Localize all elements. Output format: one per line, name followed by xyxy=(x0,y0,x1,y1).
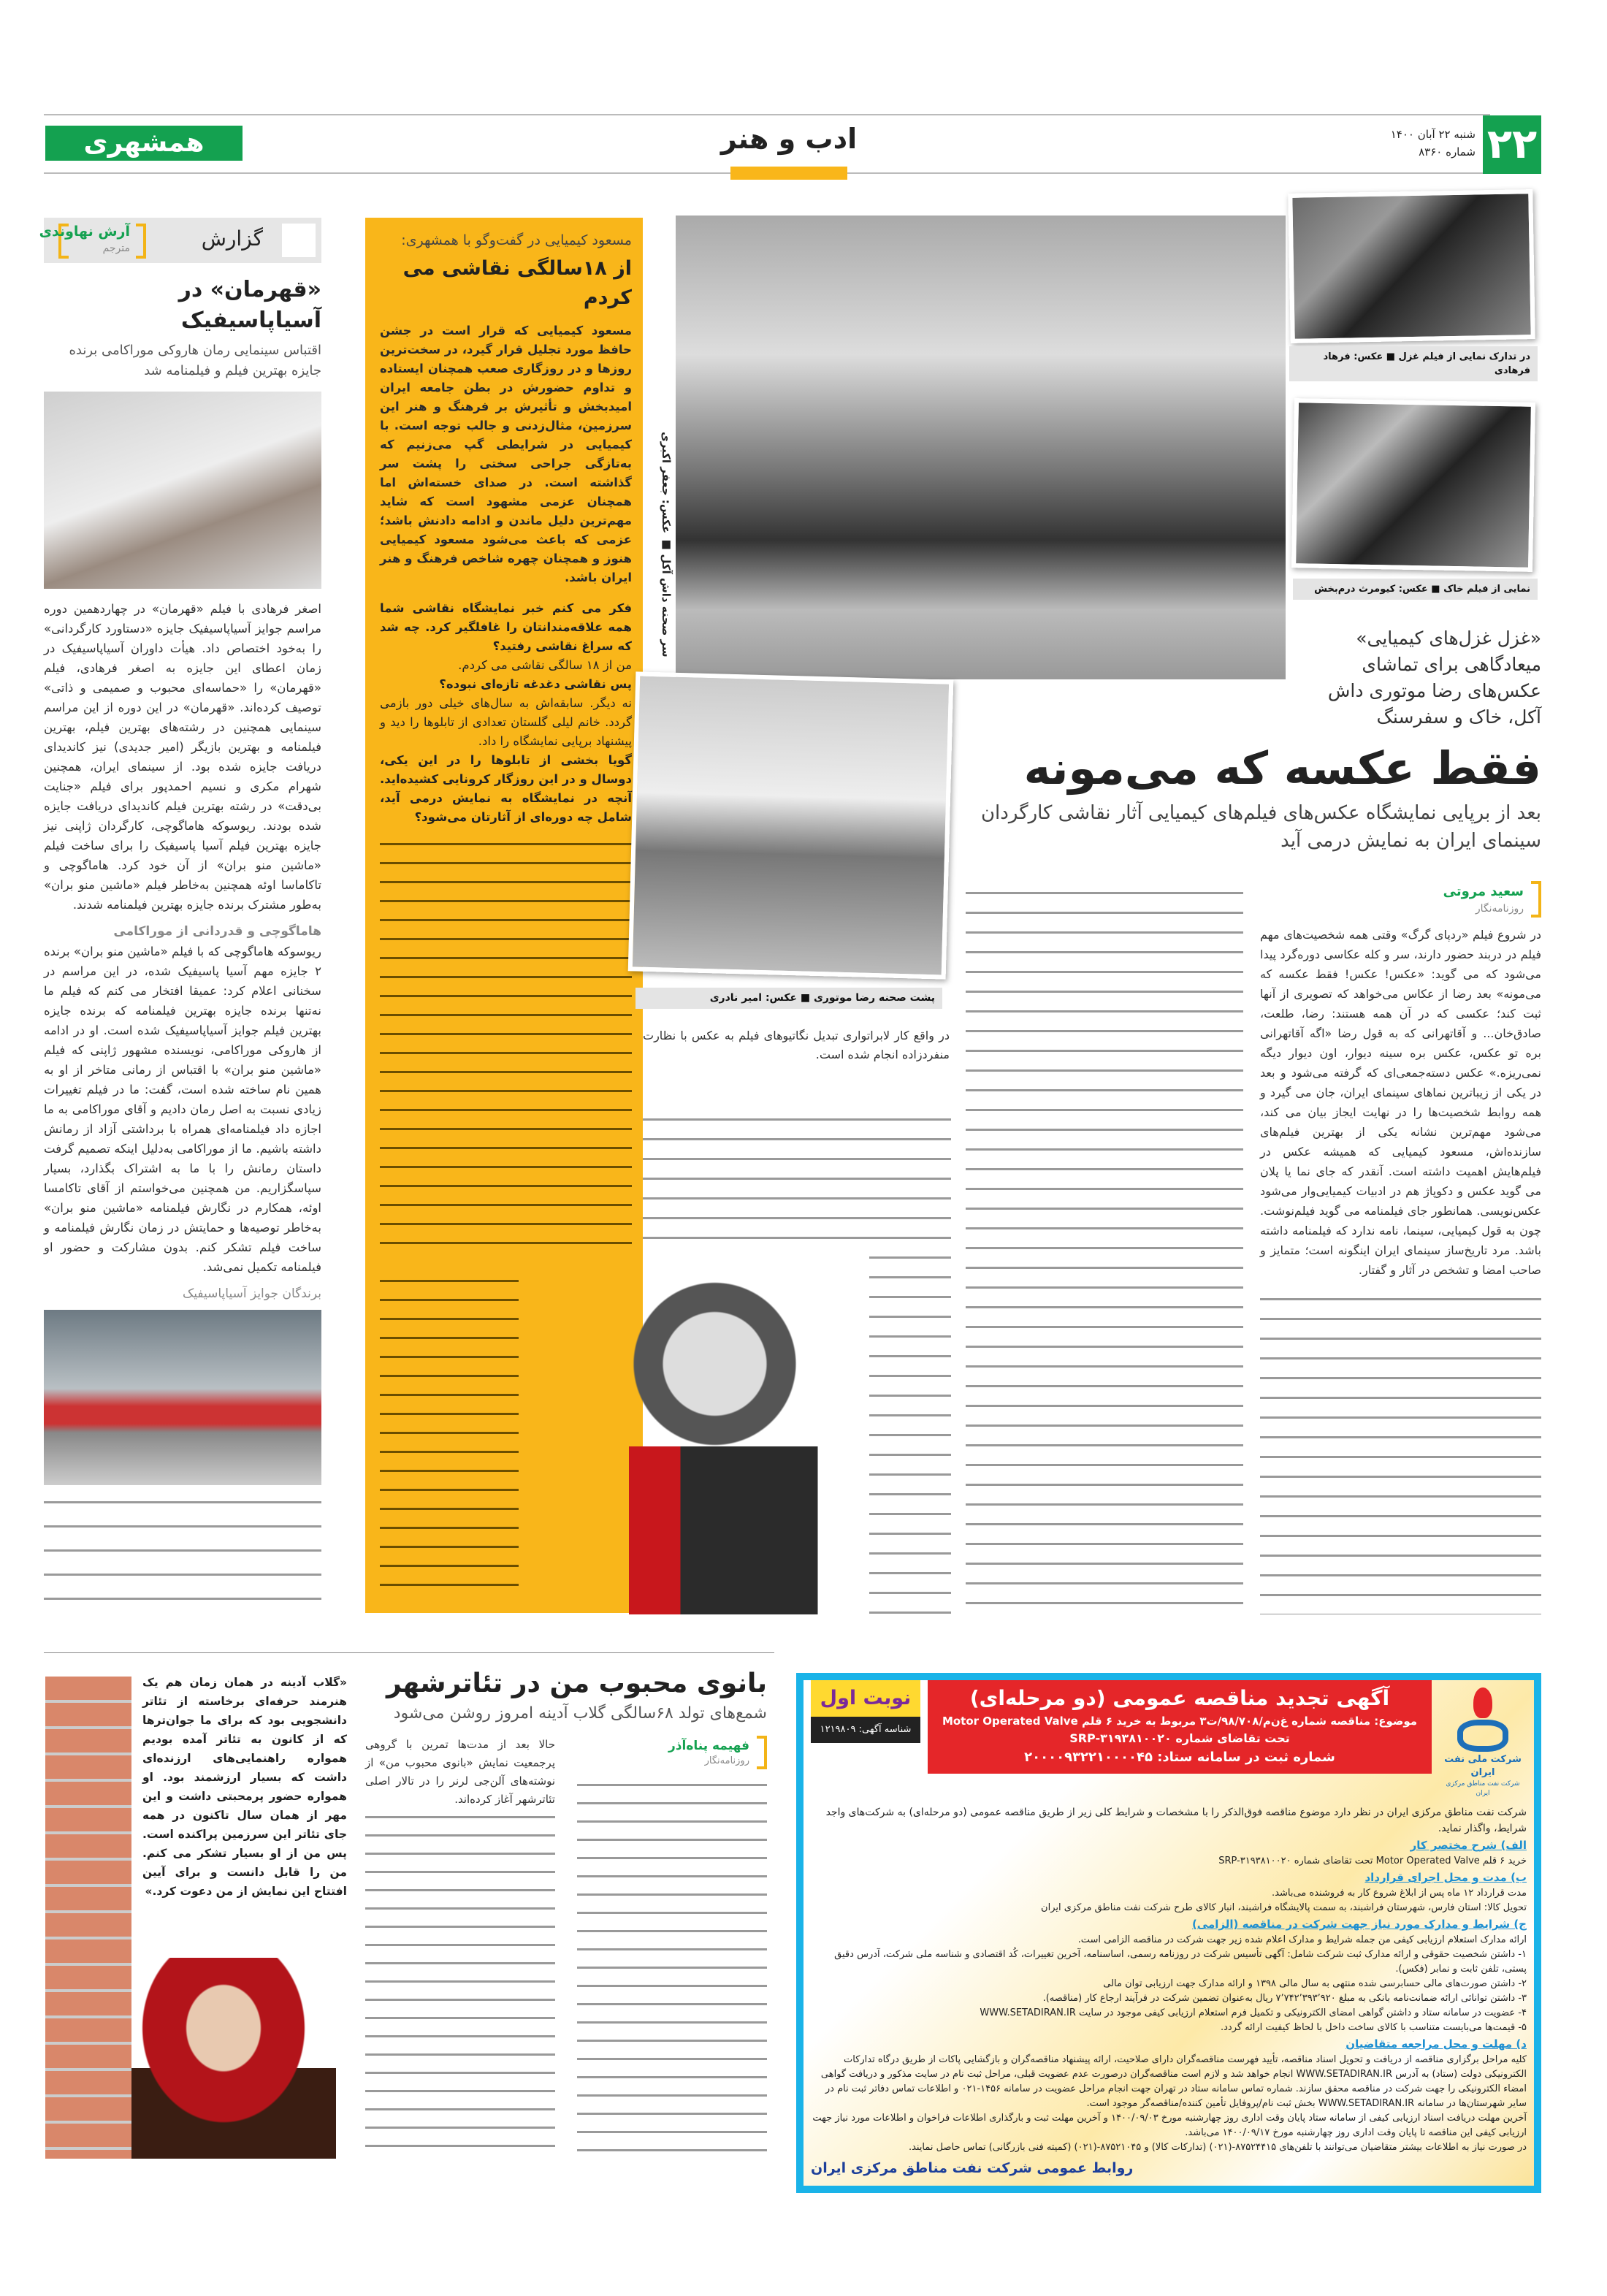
section-title: ادب و هنر xyxy=(720,123,858,155)
report-header-box xyxy=(282,224,316,257)
author-bracket xyxy=(136,224,146,259)
issue-date: شنبه ۲۲ آبان ۱۴۰۰ xyxy=(1390,128,1476,141)
ad-section-heading: الف) شرح مختصر کار xyxy=(1410,1839,1527,1852)
ad-section xyxy=(811,1837,1527,2155)
report-author: آرش نهاوندی xyxy=(39,224,130,240)
big-photo-caption: سر صحنه داش آکل ■ عکس: جعفر اکبری xyxy=(660,432,673,657)
main-body-column-2 xyxy=(966,884,1243,1614)
issue-number: شماره ۸۳۶۰ xyxy=(1419,145,1476,159)
ad-title: آگهی تجدید مناقصه عمومی (دو مرحله‌ای) xyxy=(969,1686,1390,1710)
flame-icon xyxy=(1473,1687,1492,1718)
ad-section-heading: ب) مدت و محل اجرای قرارداد xyxy=(1364,1871,1527,1884)
section-divider xyxy=(44,1652,774,1653)
ad-subject: موضوع: مناقصه شماره غ‌ن‌م/۹۸/۷۰۸/ت۳ مربوط به خرید ۶ قلم Motor Operated Valve xyxy=(942,1715,1418,1728)
ad-line: تحویل کالا: استان فارس، شهرستان فراشبند، به سمت پالایشگاه فراشبند، انبار کالای طرح شرکت نفت مناطق مرکزی ایران xyxy=(1041,1902,1527,1913)
ad-section-heading: ج) شرایط و مدارک مورد نیاز جهت شرکت در مناقصه (الزامی) xyxy=(1191,1918,1527,1931)
ad-inner xyxy=(804,1680,1534,2186)
golab-adineh-photo xyxy=(131,1958,336,2159)
brick-wall-photo xyxy=(45,1677,131,2159)
theater-columns xyxy=(365,1736,767,2162)
report-title: «قهرمان» در آسیاپاسیفیک xyxy=(178,277,321,333)
theater-body: حالا بعد از مدت‌ها تمرین با گروهی پرجمعیت نمایش «بانوی محبوب من» از نوشته‌های آلن‌جی لرنر را در تالار اصلی تئاترشهر آغاز کرده‌اند. xyxy=(365,1738,555,1806)
kimiyai-portrait xyxy=(526,1256,869,1614)
ad-line: ۴- عضویت در سامانه ستاد و داشتن گواهی امضای الکترونیکی و تکمیل فرم استعلام ارزیابی کیفی موجود در سایت WWW.SETADIRAN.IR xyxy=(980,2007,1527,2018)
question: پس نقاشی دغدغه تازه‌ای نبوده؟ xyxy=(439,677,632,691)
khak-photo-caption: نمایی از فیلم خاک ■ عکس: کیومرث درم‌بخش xyxy=(1293,579,1538,600)
theater-author-role: روزنامه‌نگار xyxy=(704,1755,749,1766)
khak-photo xyxy=(1291,398,1535,572)
ad-line: ۱- داشتن شخصیت حقوقی و ارائه مدارک ثبت شرکت شامل: آگهی تأسیس شرکت در روزنامه رسمی، اساسنامه، آخرین تغییرات، کُد اقتصادی و شناسه ملی شرکت، آدرس دقیق پستی، تلفن ثابت و نمابر (فکس). xyxy=(834,1949,1527,1975)
photo-note: در واقع کار لابراتواری تبدیل نگاتیوهای فیلم به عکس با نظارت منفردزاده انجام شده است. xyxy=(643,1029,950,1061)
author-bracket xyxy=(757,1736,767,1769)
theater-byline xyxy=(577,1736,767,1769)
theater-quote: «گلاب آدینه در همان زمان هم یک هنرمند حرفه‌ای برخاسته از تئاتر دانشجویی بود که برای ما جوان‌ترها که از کانون به تئاتر آمده بودیم همواره راهنمایی‌های ارزنده‌ای داشت که بسیار ارزشمند بود. او همواره حضور پرمحبتی داشت و این مهر از همان سال تاکنون در همه جای تئاتر این سرزمین پراکنده است. پس من از او بسیار تشکر می کنم. من را قابل دانست و برای آیین افتتاح این نمایش از من دعوت کرد.» xyxy=(142,1676,347,1898)
theater-title: بانوی محبوب من در تئاترشهر xyxy=(386,1668,767,1698)
report-body-2: ریوسوکه هاماگوچی که با فیلم «ماشین منو بران» برنده ۲ جایزه مهم آسیا پاسیفیک شده، در این مراسم در سخنانی اعلام کرد: عمیقا افتخار می کنم که فیلم ما نه‌تنها برنده جایزه بهترین فیلمنامه که برنده جایزه بهترین فیلم جوایز آسیاپاسیفیک شده است. او در ادامه از هاروکی موراکامی، نویسنده مشهور ژاپنی که فیلم «ماشین منو بران» با اقتباس از رمانی متاخر از او به همین نام ساخته شده است، گفت: ما در فیلم تغییرات زیادی نسبت به اصل رمان دادیم و آقای موراکامی به ما اجازه داد فیلمنامه‌ای همراه با برداشتی آزاد از رمانش داشته باشیم. ما از موراکامی به‌دلیل اینکه تصمیم گرفت داستان رمانش را با ما به اشتراک بگذارد، بسیار سپاسگزاریم. من همچنین می‌خواستم از آقای تاکامسا اوئه، همکارم در نگارش فیلمنامه «ماشین منو بران» به‌خاطر توصیه‌ها و حمایتش در زمان نگارش فیلمنامه و ساخت فیلم تشکر کنم. بدون مشارکت و حضور او فیلمنامه تکمیل نمی‌شد. xyxy=(44,945,321,1274)
award-winners-photo xyxy=(44,1310,321,1485)
ad-line: در صورت نیاز به اطلاعات بیشتر متقاضیان می‌توانند با تلفن‌های ۸۷۵۲۴۴۱۵-(۰۲۱) (تدارکات کالا) و ۸۷۵۲۱۰۴۵-(۰۲۱) (کمیته فنی بازرگانی) تماس حاصل نمایند. xyxy=(908,2142,1527,2153)
ad-line: کلیه مراحل برگزاری مناقصه از دریافت و تحویل اسناد مناقصه، تأیید فهرست مناقصه‌گران دارای صلاحیت، ارائه پیشنهاد مناقصه‌گران و بازگشایی پاکات از طریق درگاه تدارکات الکترونیکی دولت (ستاد) به آدرس WWW.SETADIRAN.IR انجام خواهد شد و لازم است مناقصه‌گران درصورت عدم عضویت قبلی، مراحل ثبت نام در سایت مذکور و دریافت گواهی امضاء الکترونیکی را جهت شرکت در مناقصه محقق سازند. شماره تماس سامانه ستاد در تهران جهت انجام مراحل عضویت در سامانه ۱۴۵۶-۰۲۱ و اطلاعات تماس دفاتر ثبت نام در سایر شهرستان‌ها در سامانه WWW.SETADIRAN.IR بخش ثبت نام/پروفایل تأمین کننده/مناقصه‌گر موجود است. xyxy=(820,2054,1527,2109)
ad-badge: نوبت اول xyxy=(811,1680,920,1717)
interview-intro: مسعود کیمیایی که قرار است در جشن حافظ مورد تجلیل قرار گیرد، در سخت‌ترین روزها و در روزگاری صعب همچنان ایستاده و تداوم حضورش در بطن جامعه ایران امیدبخش و تأثیرش بر فرهنگ و هنر این سرزمین، مثال‌زدنی و جالب توجه است. با کیمیایی در شرایطی گپ می‌زنیم که به‌تازگی جراحی سختی را پشت سر گذاشته است. در صدای خسته‌اش اما همچنان عزمی مشهود است که شاید مهم‌ترین دلیل ماندن و ادامه دادنش باشد؛ عزمی که باعث می‌شود مسعود کیمیایی هنوز و همچنان چهره شاخص فرهنگ و هنر ایران باشد. xyxy=(380,324,632,584)
main-body-column-3 xyxy=(869,1110,951,1614)
newspaper-logo: همشهری xyxy=(45,126,243,161)
nioc-logo-text: شرکت ملی نفت ایران xyxy=(1444,1754,1522,1778)
dash-akol-set-photo xyxy=(676,216,1286,679)
main-body: در شروع فیلم «ردپای گرگ» وقتی همه شخصیت‌های مهم فیلم در دربند حضور دارند، سر و کله عکاسی دوره‌گرد پیدا می‌شود که می گوید: «عکس! عکس! فقط عکسه که می‌مونه» بعد رضا از عکاس می‌خواهد که تصویری از آنها ثبت کند؛ عکسی که در آن همه هستند: رضا، طلعت، صادق‌خان... و آقاتهرانی که به قول رضا «اگه آقاتهرانی بره تو عکس، عکس بره سینه دیوار، اون دیوار دیگه نمی‌ریزه.» عکس دسته‌جمعی‌ای که گرفته می‌شود و بعد در یکی از زیباترین نماهای سینمای ایران، جان می گیرد و همه روابط شخصیت‌ها را در نهایت ایجاز بیان می کند، می‌شود مهم‌ترین نشانه یکی از بهترین فیلم‌های سازنده‌اش، مسعود کیمیایی که همیشه عکس در فیلم‌هایش اهمیت داشته است. آنقدر که جای نما یا پلان می گوید عکس و دکوپاژ هم در ادبیات کیمیایی‌وار می‌شود عکس‌نویسی. همانطور جای فیلمنامه می گوید فیلم‌نوشت. چون به قول کیمیایی، سینما، نامه ندارد که فیلمنامه داشته باشد. مرد تاریخ‌ساز سینمای ایران اینگونه است؛ متمایز و صاحب امضا و تشخص در آثار و گفتار. xyxy=(1260,928,1541,1277)
ad-line: ارائه مدارک استعلام ارزیابی کیفی من جمله شرایط و مدارک اعلام شده زیر جهت شرکت در مناقصه الزامی است. xyxy=(1077,1934,1527,1945)
theater-body-col2 xyxy=(577,1777,767,2162)
main-author: سعید مروتی xyxy=(1443,884,1524,899)
report-author-role: مترجم xyxy=(102,243,130,254)
ad-line: آخرین مهلت دریافت اسناد ارزیابی کیفی از سامانه ستاد پایان وقت اداری روز چهارشنبه مورخ ۱۴۰۰/۰۹/۰۳ و آخرین مهلت ثبت و بارگذاری اطلاعات فراخوان و اطلاعات مورد نیاز جهت ارزیابی کیفی این مناقصه تا پایان وقت اداری روز چهارشنبه مورخ ۱۴۰۰/۰۹/۱۷ می‌باشد. xyxy=(812,2113,1527,2138)
nioc-logo-subtext: شرکت نفت مناطق مرکزی ایران xyxy=(1446,1780,1520,1797)
interview-title: از ۱۸سالگی نقاشی می کردم xyxy=(402,257,632,309)
report-body-3 xyxy=(44,1492,321,1614)
interview-kicker: مسعود کیمیایی در گفت‌وگو با همشهری: xyxy=(401,232,632,248)
ad-intro: شرکت نفت مناطق مرکزی ایران در نظر دارد موضوع مناقصه فوق‌الذکر را با مشخصات و شرایط کلی زیر از طریق مناقصه عمومی (دو مرحله‌ای) به شرکت‌های واجد شرایط، واگذار نماید. xyxy=(825,1807,1527,1834)
ad-line: مدت قرارداد ۱۲ ماه پس از ابلاغ شروع کار به فروشنده می‌باشد. xyxy=(1272,1888,1527,1899)
issue-info xyxy=(1359,126,1476,161)
nioc-emblem-icon xyxy=(1457,1720,1508,1752)
header-top-rule xyxy=(44,114,1490,115)
theater-subtitle: شمع‌های تولد ۶۸سالگی گلاب آدینه امروز روشن می‌شود xyxy=(393,1704,767,1723)
report-header xyxy=(39,218,321,263)
answer: من از ۱۸ سالگی نقاشی می کردم. xyxy=(458,658,632,672)
main-headline: فقط عکسه که می‌مونه xyxy=(1023,741,1541,795)
ad-line: ۲- داشتن صورت‌های مالی حسابرسی شده منتهی به سال مالی ۱۳۹۸ و ارائه مدارک جهت ارزیابی توان مالی xyxy=(1103,1978,1527,1989)
main-author-role: روزنامه‌نگار xyxy=(1475,903,1524,915)
main-byline xyxy=(1260,881,1541,918)
ad-header xyxy=(928,1680,1432,1774)
ad-footer: روابط عمومی شرکت نفت مناطق مرکزی ایران xyxy=(811,2160,1134,2176)
report-subhead-1: هاماگوچی و قدردانی از موراکامی xyxy=(113,924,321,939)
section-accent-bar xyxy=(730,167,847,180)
interview-continued-text xyxy=(380,1271,519,1600)
answer: نه دیگر. سابقه‌اش به سال‌های خیلی دور بازمی گردد. خانم لیلی گلستان تعدادی از تابلوها را دید و پیشنهاد برپایی نمایشگاه را داد. xyxy=(380,696,632,748)
ad-content xyxy=(811,1804,1527,2178)
page-number: ۲۲ xyxy=(1483,115,1541,174)
ad-setad-number: شماره ثبت در سامانه ستاد: ۲۰۰۰۰۹۳۲۲۱۰۰۰۰۴۵ xyxy=(1024,1750,1335,1765)
report-subhead-2: برندگان جوایز آسیاپاسیفیک xyxy=(183,1286,321,1301)
report-body-1: اصغر فرهادی با فیلم «قهرمان» در چهاردهمین دوره مراسم جوایز آسیاپاسیفیک جایزه «دستاورد کارگردانی» را به‌خود اختصاص داد. هیأت داوران آسیاپاسیفیک در زمان اعطای این جایزه به اصغر فرهادی، فیلم «قهرمان» را «حماسه‌ای محبوب و صمیمی و ذاتی» توصیف کرده‌اند. «قهرمان» در این دوره از این مراسم سینمایی همچنین در رشته‌های بهترین فیلم، بهترین فیلمنامه و بهترین بازیگر (امیر جدیدی) نیز کاندیدای دریافت جایزه شده بود. از سینمای ایران، همچنین شهرام مکری و نسیم احمدپور برای فیلم «جنایت بی‌دقت» در رشته بهترین فیلم کاندیدای دریافت جایزه شده بودند. ریوسوکه هاماگوچی، کارگردان ژاپنی نیز جایزه بهترین فیلم آسیا پاسیفیک را برای ساخت فیلم «ماشین منو بران» از آن خود کرد. هاماگوچی و تاکاماسا اوئه همچنین به‌خاطر فیلم «ماشین منو بران» به‌طور مشترک برنده جایزه بهترین فیلمنامه شدند. xyxy=(44,602,321,912)
question: گویا بخشی از تابلوها را در این یکی، دوسال و در این روزگار کرونایی کشیده‌اید. آنچه در نمایشگاه به نمایش درمی آید، شامل چه دوره‌ای از آثارتان می‌شود؟ xyxy=(380,753,632,824)
main-kicker: «غزل غزل‌های کیمیایی» میعادگاهی برای تماشای عکس‌های رضا موتوری داش آکل، خاک و سفرسنگ xyxy=(1327,628,1541,728)
reza-motori-set-photo xyxy=(628,671,954,979)
main-body-column-1 xyxy=(1260,877,1541,1614)
ad-section-heading: د) مهلت و محل مراجعه متقاضیان xyxy=(1345,2037,1527,2051)
tender-ad xyxy=(796,1673,1541,2193)
asghar-farhadi-photo xyxy=(44,392,321,589)
theater-author: فهیمه پناه‌آذر xyxy=(668,1739,749,1753)
ad-line: ۳- داشتن توانائی ارائه ضمانت‌نامه بانکی به مبلغ ۷٬۷۴۲٬۳۹۳٬۹۲۰ ریال به‌عنوان تضمین شرکت در فرآیند ارجاع کار (مناقصه). xyxy=(1042,1993,1527,2004)
reza-motori-caption: پشت صحنه رضا موتوری ■ عکس: امیر نادری xyxy=(635,988,942,1009)
theater-col-right xyxy=(577,1736,767,2162)
report-label: گزارش xyxy=(201,226,263,251)
ad-line: ۵- قیمت‌ها می‌بایست متناسب با کالای ساخت داخل با لحاظ کیفیت ارائه گردد. xyxy=(1221,2022,1527,2033)
interview-qa xyxy=(380,599,632,827)
ad-line: خرید ۶ قلم Motor Operated Valve تحت تقاضای شماره SRP-۳۱۹۳۸۱۰۰۲۰ xyxy=(1218,1856,1527,1866)
theater-body-continued xyxy=(365,1809,555,2162)
main-headline-block xyxy=(964,738,1541,855)
question: فکر می کنم خبر نمایشگاه نقاشی شما همه علاقه‌مندانتان را غافلگیر کرد. چه شد که سراغ نقاشی رفتید؟ xyxy=(380,601,632,653)
report-subtitle: اقتباس سینمایی رمان هاروکی موراکامی برنده جایزه بهترین فیلم و فیلمنامه شد xyxy=(69,343,321,378)
main-body-continued xyxy=(1260,1290,1541,1614)
interview-continued-text xyxy=(380,834,632,1252)
theater-col-left xyxy=(365,1736,555,2162)
main-deck: بعد از برپایی نمایشگاه عکس‌های فیلم‌های کیمیایی آثار نقاشی کارگردان سینمای ایران به نمایش درمی آید xyxy=(980,802,1541,852)
theater-article xyxy=(365,1666,767,2162)
ad-badge-block xyxy=(811,1680,920,1743)
ghazal-photo-caption: در تدارک نمایی از فیلم غزل ■ عکس: فرهاد فرهادی xyxy=(1289,346,1538,381)
ad-top-row xyxy=(811,1680,1527,1799)
report-column xyxy=(39,218,321,1614)
ghazal-photo xyxy=(1288,189,1535,343)
nioc-logo xyxy=(1439,1680,1527,1799)
ad-request: تحت تقاضای شماره SRP-۳۱۹۳۸۱۰۰۲۰ xyxy=(1069,1731,1290,1745)
interview-column xyxy=(380,229,632,1252)
main-body-column-3 xyxy=(643,1110,869,1253)
ad-id: شناسه آگهی: ۱۲۱۹۸۰۹ xyxy=(811,1717,920,1743)
author-bracket xyxy=(1531,881,1541,918)
